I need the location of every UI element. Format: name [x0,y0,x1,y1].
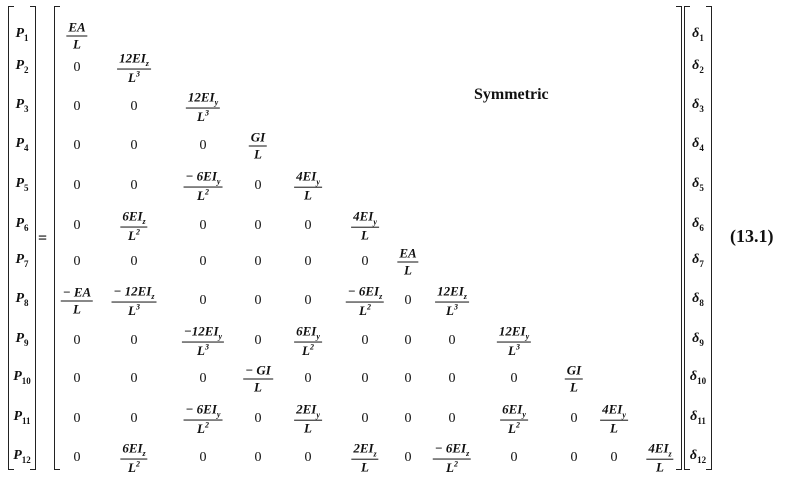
matrix-cell: $\frac{6EI_z}{L^2}$ [122,440,146,475]
matrix-cell: 0 [73,411,81,426]
matrix-cell: $\frac{12EI_z}{L^3}$ [437,283,467,318]
right-bracket [706,6,712,470]
delta-entry: $\delta_8$ [692,291,704,308]
matrix-cell: 0 [254,450,262,465]
matrix-cell: 0 [304,254,312,269]
p-entry: $P_1$ [15,26,29,43]
matrix-cell: 0 [73,450,81,465]
matrix-cell: 0 [130,178,138,193]
matrix-cell: 0 [73,254,81,269]
matrix-cell: 0 [73,218,81,233]
delta-entry: $\delta_{12}$ [689,448,707,465]
matrix-cell: 0 [254,411,262,426]
delta-entry: $\delta_6$ [692,216,704,233]
matrix-cell: 0 [130,333,138,348]
matrix-cell: $\frac{6EI_y}{L^2}$ [502,401,526,436]
delta-entry: $\delta_4$ [692,136,704,153]
matrix-cell: 0 [610,450,618,465]
matrix-cell: 0 [361,411,369,426]
matrix-cell: $\frac{6EI_z}{L^2}$ [122,208,146,243]
matrix-cell: 0 [73,333,81,348]
matrix-cell: 0 [510,450,518,465]
matrix-cell: 0 [510,371,518,386]
matrix-cell: 0 [130,411,138,426]
matrix-cell: 0 [254,333,262,348]
matrix-cell: 0 [130,138,138,153]
matrix-cell: $\frac{2EI_z}{L}$ [353,440,377,475]
matrix-cell: $\frac{2EI_y}{L}$ [296,401,320,436]
delta-entry: $\delta_5$ [692,176,704,193]
matrix-cell: 0 [361,371,369,386]
matrix-cell: $\frac{4EI_z}{L}$ [648,440,672,475]
matrix-cell: $\frac{- EA}{L}$ [62,284,92,317]
matrix-cell: 0 [404,333,412,348]
matrix-cell: $\frac{- 6EI_y}{L^2}$ [185,168,221,203]
delta-entry: $\delta_2$ [692,58,704,75]
matrix-cell: 0 [73,60,81,75]
equals-sign: = [38,230,48,247]
equation-number: (13.1) [730,226,774,246]
matrix-cell: $\frac{EA}{L}$ [399,245,417,278]
matrix-cell: $\frac{- 6EI_y}{L^2}$ [185,401,221,436]
matrix-cell: 0 [199,254,207,269]
p-entry: $P_6$ [15,216,29,233]
p-entry: $P_5$ [15,176,29,193]
p-entry: $P_{10}$ [13,369,31,386]
right-bracket [30,6,36,470]
matrix-cell: $\frac{-12EI_y}{L^3}$ [183,323,223,358]
matrix-cell: 0 [254,218,262,233]
p-entry: $P_7$ [15,252,29,269]
matrix-cell: $\frac{4EI_y}{L}$ [602,401,626,436]
matrix-cell: $\frac{12EI_y}{L^3}$ [187,89,219,124]
matrix-cell: 0 [199,450,207,465]
matrix-cell: $\frac{- GI}{L}$ [245,362,271,395]
p-entry: $P_4$ [15,136,29,153]
left-bracket [8,6,14,470]
matrix-cell: 0 [361,254,369,269]
matrix-cell: $\frac{EA}{L}$ [68,19,86,52]
delta-entry: $\delta_9$ [692,331,704,348]
delta-entry: $\delta_7$ [692,252,704,269]
matrix-cell: 0 [448,371,456,386]
matrix-cell: 0 [73,99,81,114]
matrix-cell: $\frac{6EI_y}{L^2}$ [296,323,320,358]
delta-entry: $\delta_{10}$ [689,369,707,386]
symmetric-label: Symmetric [474,86,549,103]
matrix-cell: 0 [361,333,369,348]
matrix-cell: 0 [254,293,262,308]
matrix-cell: 0 [254,178,262,193]
p-entry: $P_{11}$ [13,409,31,426]
matrix-cell: 0 [199,218,207,233]
matrix-cell: $\frac{4EI_y}{L}$ [353,208,377,243]
p-entry: $P_2$ [15,58,29,75]
matrix-cell: 0 [304,293,312,308]
matrix-cell: $\frac{GI}{L}$ [250,129,266,162]
right-bracket [676,6,682,470]
matrix-cell: 0 [304,218,312,233]
matrix-cell: $\frac{- 12EI_z}{L^3}$ [113,283,155,318]
p-entry: $P_{12}$ [13,448,31,465]
matrix-cell: $\frac{GI}{L}$ [566,362,582,395]
matrix-cell: 0 [199,371,207,386]
p-entry: $P_9$ [15,331,29,348]
matrix-cell: 0 [304,371,312,386]
matrix-cell: 0 [73,371,81,386]
matrix-cell: 0 [130,99,138,114]
matrix-cell: $\frac{12EI_z}{L^3}$ [119,50,149,85]
matrix-cell: 0 [73,138,81,153]
left-bracket [684,6,690,470]
matrix-cell: 0 [570,450,578,465]
matrix-cell: 0 [73,178,81,193]
matrix-cell: 0 [448,333,456,348]
matrix-cell: $\frac{- 6EI_z}{L^2}$ [347,283,383,318]
left-bracket [54,6,60,470]
matrix-cell: 0 [448,411,456,426]
delta-entry: $\delta_1$ [692,26,704,43]
matrix-cell: 0 [130,371,138,386]
matrix-cell: 0 [304,450,312,465]
matrix-cell: 0 [404,450,412,465]
matrix-cell: 0 [570,411,578,426]
matrix-cell: 0 [199,293,207,308]
stiffness-matrix [54,6,682,475]
matrix-cell: 0 [404,293,412,308]
p-entry: $P_8$ [15,291,29,308]
displacement-vector [684,6,712,470]
matrix-cell: $\frac{- 6EI_z}{L^2}$ [434,440,470,475]
matrix-cell: 0 [404,411,412,426]
matrix-cell: 0 [199,138,207,153]
force-vector [8,6,36,470]
matrix-cell: 0 [254,254,262,269]
matrix-cell: $\frac{4EI_y}{L}$ [296,168,320,203]
delta-entry: $\delta_{11}$ [690,409,706,426]
matrix-cell: 0 [130,254,138,269]
p-entry: $P_3$ [15,97,29,114]
matrix-cell: 0 [404,371,412,386]
delta-entry: $\delta_3$ [692,97,704,114]
matrix-cell: $\frac{12EI_y}{L^3}$ [498,323,530,358]
